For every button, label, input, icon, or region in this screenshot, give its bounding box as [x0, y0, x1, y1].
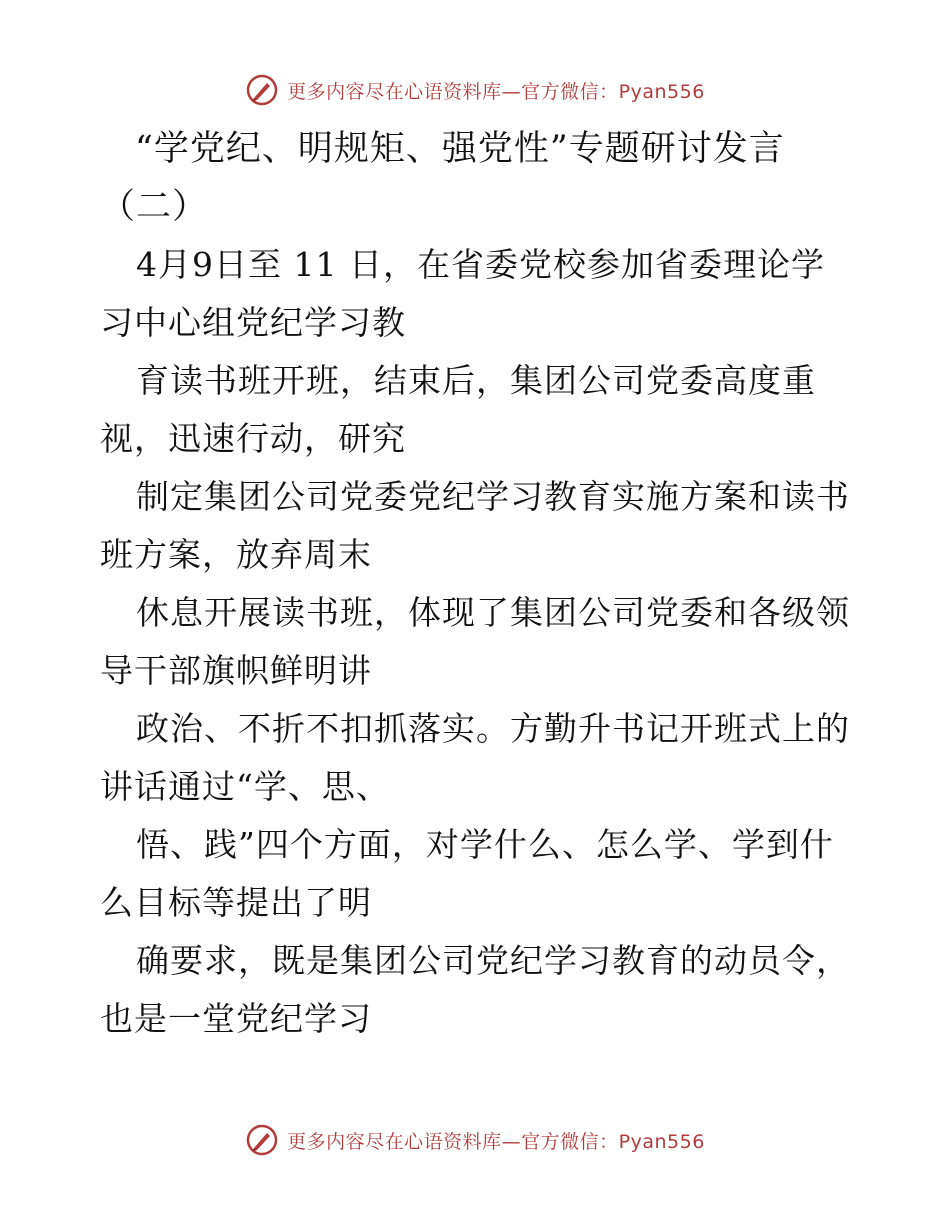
- line-start: 确要求，既是集团公司党纪学习教育的动员令，: [136, 941, 850, 980]
- document-title: “学党纪、明规矩、强党性”专题研讨发言: [135, 129, 785, 169]
- watermark-text: 更多内容尽在心语资料库—官方微信：Pyan556: [287, 1130, 705, 1153]
- paragraph-line: [100, 468, 860, 584]
- paragraph-line: [100, 816, 860, 932]
- watermark-banner-top: [0, 70, 950, 110]
- paragraph-line: [100, 932, 860, 1048]
- line-continuation: 视，迅速行动，研究: [100, 419, 406, 458]
- line-continuation: 也是一堂党纪学习: [100, 999, 372, 1038]
- line-continuation: 导干部旗帜鲜明讲: [100, 651, 372, 690]
- line-start: 休息开展读书班，体现了集团公司党委和各级领: [136, 593, 850, 632]
- paragraph-line: [100, 352, 860, 468]
- line-continuation: 班方案，放弃周末: [100, 535, 372, 574]
- paragraph-line: [100, 700, 860, 816]
- line-start: 制定集团公司党委党纪学习教育实施方案和读书: [136, 477, 850, 516]
- line-continuation: 讲话通过“学、思、: [100, 767, 390, 806]
- document-subtitle: （二）: [100, 187, 209, 227]
- pen-logo-icon: [245, 73, 279, 107]
- line-start: 悟、践”四个方面，对学什么、怎么学、学到什: [136, 825, 834, 864]
- paragraph-line: [100, 584, 860, 700]
- line-start: 育读书班开班，结束后，集团公司党委高度重: [136, 361, 816, 400]
- line-start: 政治、不折不扣抓落实。方勤升书记开班式上的: [136, 709, 850, 748]
- watermark-text: 更多内容尽在心语资料库—官方微信：Pyan556: [287, 80, 705, 103]
- pen-logo-icon: [245, 1123, 279, 1157]
- line-continuation: 习中心组党纪学习教: [100, 303, 406, 342]
- paragraph-line: [100, 236, 860, 352]
- document-body: [100, 120, 860, 1048]
- watermark-banner-bottom: [0, 1120, 950, 1160]
- line-continuation: 么目标等提出了明: [100, 883, 372, 922]
- line-start: 4月9日至 11 日，在省委党校参加省委理论学: [136, 245, 825, 284]
